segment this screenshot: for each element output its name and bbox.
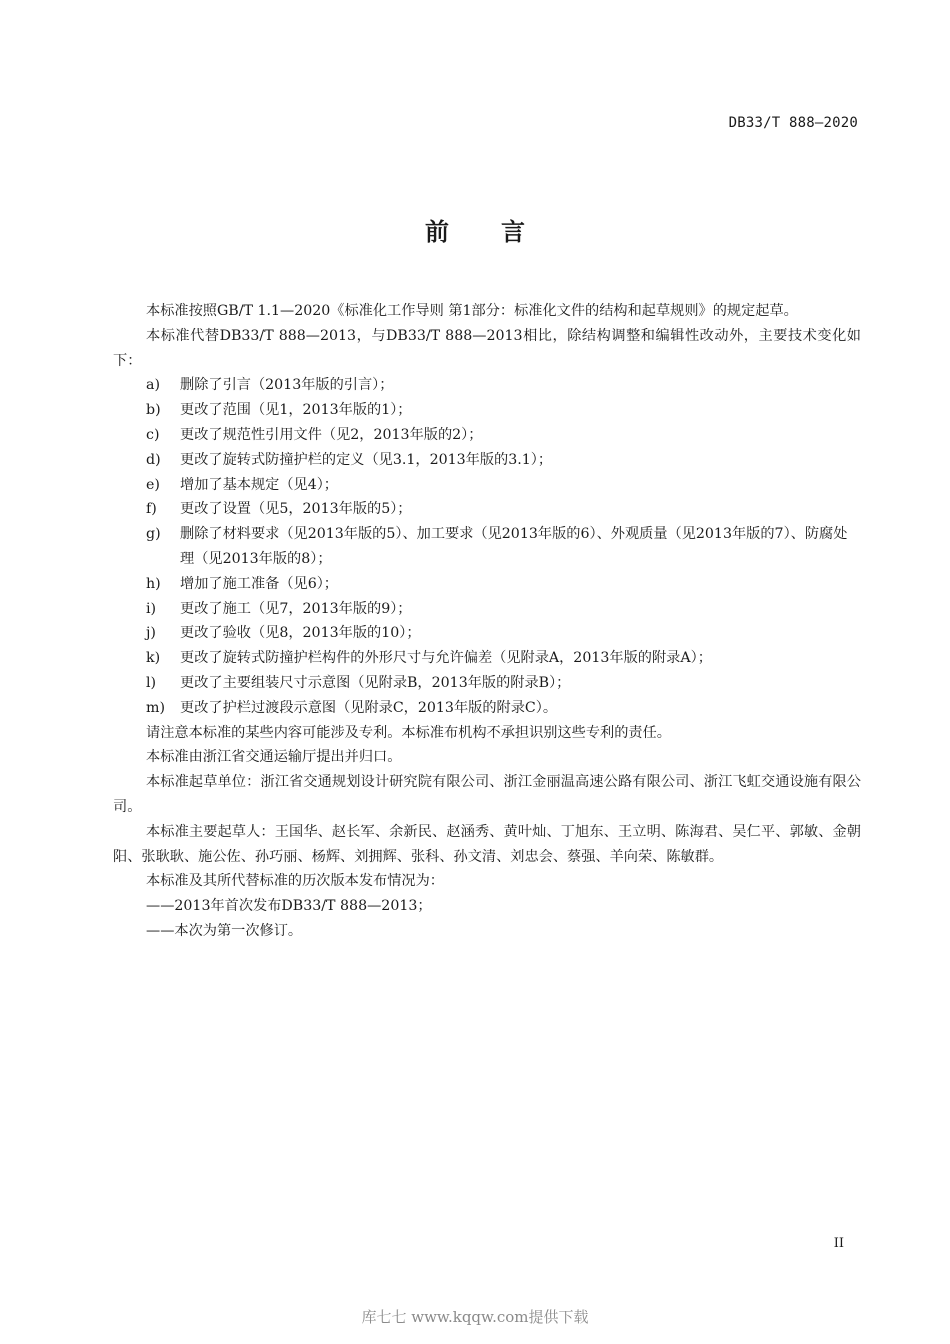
list-marker: m) <box>146 699 165 716</box>
list-item <box>113 597 861 622</box>
list-item <box>113 497 861 522</box>
page-number: II <box>833 1236 844 1251</box>
list-marker: h) <box>146 575 161 592</box>
list-item-text: 更改了验收（见8，2013年版的10）； <box>180 625 421 642</box>
list-item-text: 更改了设置（见5，2013年版的5）； <box>180 501 412 518</box>
patent-notice: 请注意本标准的某些内容可能涉及专利。本标准布机构不承担识别这些专利的责任。 <box>146 724 671 741</box>
version-history-item: ——本次为第一次修订。 <box>146 922 303 939</box>
list-item <box>113 522 861 572</box>
version-history-item: ——2013年首次发布DB33/T 888—2013； <box>146 898 432 915</box>
list-item <box>113 473 861 498</box>
changes-list <box>113 373 861 720</box>
page-title: 前言 <box>425 218 577 246</box>
list-marker: a) <box>146 377 160 394</box>
list-item <box>113 572 861 597</box>
standard-code: DB33/T 888—2020 <box>728 115 858 131</box>
download-watermark: 库七七 www.kqqw.com提供下载 <box>361 1308 589 1326</box>
list-item-text: 更改了旋转式防撞护栏的定义（见3.1，2013年版的3.1）； <box>180 451 553 468</box>
list-marker: d) <box>146 451 161 468</box>
list-item-text: 增加了施工准备（见6）； <box>180 575 338 592</box>
list-item <box>113 398 861 423</box>
list-marker: c) <box>146 426 160 443</box>
intro-paragraph: 本标准代替DB33/T 888—2013，与DB33/T 888—2013相比，除结构调整和编辑性改动外，主要技术变化如下： <box>113 327 861 369</box>
list-marker: f) <box>146 501 157 518</box>
list-item-text: 更改了护栏过渡段示意图（见附录C，2013年版的附录C）。 <box>180 699 558 716</box>
list-item-text: 更改了主要组装尺寸示意图（见附录B，2013年版的附录B）； <box>180 674 571 691</box>
version-history-intro: 本标准及其所代替标准的历次版本发布情况为： <box>146 873 444 890</box>
list-item <box>113 373 861 398</box>
list-item <box>113 696 861 721</box>
list-marker: g) <box>146 526 161 543</box>
list-marker: l) <box>146 674 157 691</box>
list-item <box>113 448 861 473</box>
list-item-text: 更改了施工（见7，2013年版的9）； <box>180 600 412 617</box>
drafters: 本标准主要起草人：王国华、赵长军、余新民、赵涵秀、黄叶灿、丁旭东、王立明、陈海君、吴仁平、郭敏、金朝阳、张耿耿、施公佐、孙巧丽、杨辉、刘拥辉、张科、孙文清、刘忠会、蔡强、羊向荣、陈敏群。 <box>113 823 861 865</box>
list-item-text: 删除了材料要求（见2013年版的5）、加工要求（见2013年版的6）、外观质量（见2013年版的7）、防腐处理（见2013年版的8）； <box>180 526 848 567</box>
list-item-text: 增加了基本规定（见4）； <box>180 476 338 493</box>
list-marker: e) <box>146 476 160 493</box>
list-item-text: 更改了范围（见1，2013年版的1）； <box>180 402 412 419</box>
list-item-text: 更改了旋转式防撞护栏构件的外形尺寸与允许偏差（见附录A，2013年版的附录A）； <box>180 650 712 667</box>
drafting-units: 本标准起草单位：浙江省交通规划设计研究院有限公司、浙江金丽温高速公路有限公司、浙江飞虹交通设施有限公司。 <box>113 774 861 815</box>
list-item <box>113 621 861 646</box>
list-item <box>113 423 861 448</box>
list-item <box>113 671 861 696</box>
list-marker: i) <box>146 600 157 617</box>
list-marker: b) <box>146 402 161 419</box>
list-marker: j) <box>146 625 156 642</box>
list-item <box>113 646 861 671</box>
list-item-text: 删除了引言（2013年版的引言）； <box>180 377 394 394</box>
proposer-statement: 本标准由浙江省交通运输厅提出并归口。 <box>146 749 402 766</box>
intro-paragraph: 本标准按照GB/T 1.1—2020《标准化工作导则 第1部分：标准化文件的结构和起草规则》的规定起草。 <box>146 303 798 319</box>
list-item-text: 更改了规范性引用文件（见2，2013年版的2）； <box>180 426 483 443</box>
list-marker: k) <box>146 650 161 667</box>
document-body <box>113 299 861 944</box>
